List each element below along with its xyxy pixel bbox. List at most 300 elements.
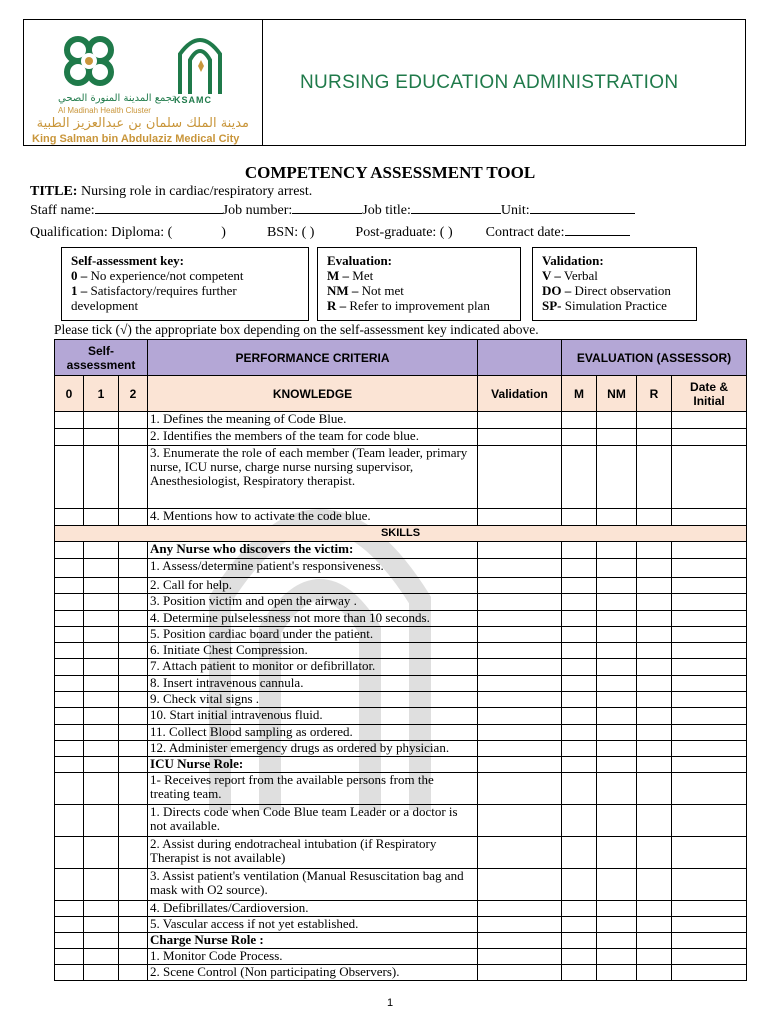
entry-cell[interactable] [637, 659, 672, 675]
criterion-text: Charge Nurse Role : [148, 933, 478, 949]
unit-field[interactable] [530, 200, 635, 214]
entry-cell[interactable] [84, 578, 119, 594]
entry-cell[interactable] [562, 773, 597, 805]
city-name-arabic: مدينة الملك سلمان بن عبدالعزيز الطبية [36, 116, 249, 131]
entry-cell[interactable] [597, 659, 637, 675]
entry-cell[interactable] [55, 740, 84, 756]
entry-cell[interactable] [84, 740, 119, 756]
entry-cell[interactable] [119, 724, 148, 740]
entry-cell[interactable] [119, 578, 148, 594]
entry-cell[interactable] [55, 626, 84, 642]
entry-cell[interactable] [55, 594, 84, 610]
criterion-text: 1. Defines the meaning of Code Blue. [148, 412, 478, 429]
criterion-text: 11. Collect Blood sampling as ordered. [148, 724, 478, 740]
entry-cell[interactable] [55, 708, 84, 724]
entry-cell[interactable] [672, 917, 747, 933]
entry-cell[interactable] [637, 724, 672, 740]
table-row [55, 542, 747, 559]
evaluation-key-box [317, 247, 521, 321]
entry-cell[interactable] [119, 626, 148, 642]
entry-cell[interactable] [562, 446, 597, 509]
staff-name-field[interactable] [95, 200, 223, 214]
entry-cell[interactable] [637, 917, 672, 933]
entry-cell[interactable] [478, 837, 562, 869]
entry-cell[interactable] [478, 559, 562, 578]
criterion-text: 1. Assess/determine patient's responsiveness. [148, 559, 478, 578]
entry-cell[interactable] [562, 559, 597, 578]
entry-cell[interactable] [562, 429, 597, 446]
qualification-label: Qualification: Diploma: ( [30, 225, 173, 240]
entry-cell[interactable] [562, 837, 597, 869]
entry-cell[interactable] [637, 610, 672, 626]
entry-cell[interactable] [119, 429, 148, 446]
criterion-text: 4. Mentions how to activate the code blue. [148, 509, 478, 526]
entry-cell[interactable] [672, 594, 747, 610]
entry-cell[interactable] [637, 692, 672, 708]
entry-cell[interactable] [478, 724, 562, 740]
entry-cell[interactable] [84, 773, 119, 805]
criterion-text: 7. Attach patient to monitor or defibrillator. [148, 659, 478, 675]
val-key-v-code: V – [542, 268, 561, 283]
entry-cell[interactable] [55, 949, 84, 965]
entry-cell[interactable] [637, 446, 672, 509]
entry-cell[interactable] [562, 578, 597, 594]
criterion-text: 2. Assist during endotracheal intubation (if Respiratory Therapist is not available) [148, 837, 478, 869]
entry-cell[interactable] [597, 917, 637, 933]
entry-cell[interactable] [672, 965, 747, 981]
entry-cell[interactable] [672, 837, 747, 869]
entry-cell[interactable] [672, 578, 747, 594]
table-row [55, 659, 747, 675]
entry-cell[interactable] [597, 610, 637, 626]
entry-cell[interactable] [562, 643, 597, 659]
entry-cell[interactable] [562, 917, 597, 933]
table-row [55, 578, 747, 594]
entry-cell[interactable] [637, 708, 672, 724]
entry-cell[interactable] [562, 805, 597, 837]
entry-cell[interactable] [672, 659, 747, 675]
entry-cell[interactable] [562, 965, 597, 981]
post-graduate-label[interactable]: Post-graduate: ( ) [355, 225, 453, 240]
entry-cell[interactable] [597, 933, 637, 949]
staff-info-line [30, 200, 635, 219]
entry-cell[interactable] [119, 869, 148, 901]
table-row [55, 610, 747, 626]
health-cluster-logo [48, 28, 253, 98]
entry-cell[interactable] [478, 429, 562, 446]
qualification-close: ) [221, 225, 226, 240]
contract-date-field[interactable] [565, 222, 630, 236]
entry-cell[interactable] [55, 869, 84, 901]
entry-cell[interactable] [84, 659, 119, 675]
entry-cell[interactable] [478, 740, 562, 756]
entry-cell[interactable] [597, 708, 637, 724]
entry-cell[interactable] [55, 429, 84, 446]
title-value: Nursing role in cardiac/respiratory arrest. [80, 184, 313, 199]
entry-cell[interactable] [55, 578, 84, 594]
entry-cell[interactable] [119, 559, 148, 578]
entry-cell[interactable] [478, 542, 562, 559]
entry-cell[interactable] [637, 509, 672, 526]
entry-cell[interactable] [562, 542, 597, 559]
entry-cell[interactable] [478, 933, 562, 949]
entry-cell[interactable] [597, 412, 637, 429]
criterion-text: 3. Position victim and open the airway . [148, 594, 478, 610]
entry-cell[interactable] [637, 757, 672, 773]
entry-cell[interactable] [119, 594, 148, 610]
document-title: COMPETENCY ASSESSMENT TOOL [244, 163, 536, 182]
entry-cell[interactable] [672, 446, 747, 509]
entry-cell[interactable] [597, 773, 637, 805]
table-subheader-row [55, 376, 747, 412]
table-row [55, 965, 747, 981]
criterion-text: 12. Administer emergency drugs as ordered by physician. [148, 740, 478, 756]
evaluation-key-title: Evaluation: [327, 253, 393, 268]
entry-cell[interactable] [84, 412, 119, 429]
entry-cell[interactable] [562, 869, 597, 901]
entry-cell[interactable] [637, 429, 672, 446]
entry-cell[interactable] [119, 692, 148, 708]
entry-cell[interactable] [55, 659, 84, 675]
entry-cell[interactable] [562, 675, 597, 691]
entry-cell[interactable] [672, 509, 747, 526]
nm-header: NM [597, 376, 637, 412]
entry-cell[interactable] [672, 626, 747, 642]
criterion-text: 5. Vascular access if not yet established. [148, 917, 478, 933]
entry-cell[interactable] [55, 643, 84, 659]
entry-cell[interactable] [597, 724, 637, 740]
entry-cell[interactable] [84, 509, 119, 526]
entry-cell[interactable] [84, 837, 119, 869]
knowledge-header: KNOWLEDGE [148, 376, 478, 412]
table-row [55, 740, 747, 756]
entry-cell[interactable] [119, 740, 148, 756]
entry-cell[interactable] [84, 949, 119, 965]
entry-cell[interactable] [478, 917, 562, 933]
entry-cell[interactable] [55, 559, 84, 578]
entry-cell[interactable] [478, 610, 562, 626]
entry-cell[interactable] [597, 429, 637, 446]
criterion-text: 3. Enumerate the role of each member (Team leader, primary nurse, ICU nurse, charge nurse nursing supervisor, Anesthesiologist, Respiratory therapist. [148, 446, 478, 509]
entry-cell[interactable] [84, 559, 119, 578]
table-row [55, 869, 747, 901]
entry-cell[interactable] [562, 659, 597, 675]
entry-cell[interactable] [672, 901, 747, 917]
entry-cell[interactable] [478, 965, 562, 981]
entry-cell[interactable] [55, 446, 84, 509]
entry-cell[interactable] [119, 933, 148, 949]
entry-cell[interactable] [672, 757, 747, 773]
entry-cell[interactable] [119, 659, 148, 675]
entry-cell[interactable] [84, 610, 119, 626]
criterion-text: 6. Initiate Chest Compression. [148, 643, 478, 659]
entry-cell[interactable] [597, 949, 637, 965]
entry-cell[interactable] [562, 933, 597, 949]
entry-cell[interactable] [672, 949, 747, 965]
self-assessment-key-box [61, 247, 309, 321]
entry-cell[interactable] [637, 805, 672, 837]
entry-cell[interactable] [478, 675, 562, 691]
page-number: 1 [386, 997, 394, 1009]
entry-cell[interactable] [672, 708, 747, 724]
entry-cell[interactable] [637, 412, 672, 429]
entry-cell[interactable] [597, 837, 637, 869]
table-row [55, 446, 747, 509]
entry-cell[interactable] [478, 708, 562, 724]
entry-cell[interactable] [637, 949, 672, 965]
entry-cell[interactable] [478, 773, 562, 805]
entry-cell[interactable] [55, 933, 84, 949]
entry-cell[interactable] [562, 757, 597, 773]
entry-cell[interactable] [637, 869, 672, 901]
entry-cell[interactable] [119, 949, 148, 965]
entry-cell[interactable] [562, 708, 597, 724]
entry-cell[interactable] [55, 509, 84, 526]
entry-cell[interactable] [478, 659, 562, 675]
entry-cell[interactable] [637, 773, 672, 805]
entry-cell[interactable] [637, 643, 672, 659]
criterion-text: Any Nurse who discovers the victim: [148, 542, 478, 559]
entry-cell[interactable] [84, 901, 119, 917]
entry-cell[interactable] [637, 559, 672, 578]
entry-cell[interactable] [55, 805, 84, 837]
entry-cell[interactable] [478, 869, 562, 901]
entry-cell[interactable] [562, 740, 597, 756]
entry-cell[interactable] [119, 757, 148, 773]
entry-cell[interactable] [119, 446, 148, 509]
entry-cell[interactable] [672, 643, 747, 659]
entry-cell[interactable] [597, 578, 637, 594]
entry-cell[interactable] [84, 708, 119, 724]
title-line [30, 184, 312, 200]
val-key-sp-code: SP- [542, 298, 562, 313]
entry-cell[interactable] [84, 626, 119, 642]
entry-cell[interactable] [119, 542, 148, 559]
table-row [55, 837, 747, 869]
entry-cell[interactable] [478, 901, 562, 917]
entry-cell[interactable] [562, 692, 597, 708]
entry-cell[interactable] [597, 509, 637, 526]
entry-cell[interactable] [672, 542, 747, 559]
entry-cell[interactable] [119, 773, 148, 805]
entry-cell[interactable] [478, 412, 562, 429]
val-key-do-code: DO – [542, 283, 572, 298]
entry-cell[interactable] [597, 965, 637, 981]
entry-cell[interactable] [597, 542, 637, 559]
header-blank [478, 340, 562, 376]
entry-cell[interactable] [55, 917, 84, 933]
entry-cell[interactable] [119, 917, 148, 933]
validation-key-box [532, 247, 697, 321]
entry-cell[interactable] [478, 509, 562, 526]
entry-cell[interactable] [478, 594, 562, 610]
table-header-row [55, 340, 747, 376]
qualification-line [30, 222, 630, 241]
entry-cell[interactable] [562, 412, 597, 429]
entry-cell[interactable] [672, 933, 747, 949]
entry-cell[interactable] [672, 610, 747, 626]
entry-cell[interactable] [119, 412, 148, 429]
entry-cell[interactable] [562, 949, 597, 965]
criterion-text: 4. Determine pulselessness not more than 10 seconds. [148, 610, 478, 626]
bsn-label[interactable]: BSN: ( ) [266, 225, 315, 240]
entry-cell[interactable] [84, 724, 119, 740]
entry-cell[interactable] [562, 594, 597, 610]
header-box [23, 19, 746, 146]
eval-key-r-code: R – [327, 298, 347, 313]
table-row [55, 805, 747, 837]
entry-cell[interactable] [562, 610, 597, 626]
org-title: NURSING EDUCATION ADMINISTRATION [300, 72, 679, 93]
entry-cell[interactable] [84, 692, 119, 708]
entry-cell[interactable] [55, 837, 84, 869]
entry-cell[interactable] [672, 559, 747, 578]
criterion-text: 1- Receives report from the available persons from the treating team. [148, 773, 478, 805]
entry-cell[interactable] [597, 675, 637, 691]
entry-cell[interactable] [597, 805, 637, 837]
entry-cell[interactable] [597, 757, 637, 773]
entry-cell[interactable] [55, 724, 84, 740]
entry-cell[interactable] [84, 869, 119, 901]
entry-cell[interactable] [562, 626, 597, 642]
job-number-label: Job number: [222, 203, 293, 218]
entry-cell[interactable] [562, 901, 597, 917]
entry-cell[interactable] [597, 869, 637, 901]
entry-cell[interactable] [84, 965, 119, 981]
entry-cell[interactable] [637, 837, 672, 869]
table-row [55, 429, 747, 446]
entry-cell[interactable] [55, 965, 84, 981]
entry-cell[interactable] [119, 901, 148, 917]
competency-table [54, 339, 747, 981]
skills-header: SKILLS [55, 526, 747, 542]
entry-cell[interactable] [637, 594, 672, 610]
entry-cell[interactable] [119, 837, 148, 869]
eval-key-nm-text: Not met [358, 283, 404, 298]
entry-cell[interactable] [637, 901, 672, 917]
table-row [55, 509, 747, 526]
entry-cell[interactable] [55, 675, 84, 691]
entry-cell[interactable] [55, 610, 84, 626]
table-row [55, 643, 747, 659]
cluster-name-arabic: تجمع المدينة المنورة الصحي [58, 93, 176, 104]
entry-cell[interactable] [672, 773, 747, 805]
entry-cell[interactable] [55, 692, 84, 708]
entry-cell[interactable] [478, 578, 562, 594]
cluster-name-english: Al Madinah Health Cluster [58, 106, 151, 115]
unit-label: Unit: [500, 203, 530, 218]
entry-cell[interactable] [637, 542, 672, 559]
table-row [55, 933, 747, 949]
entry-cell[interactable] [55, 757, 84, 773]
entry-cell[interactable] [119, 610, 148, 626]
eval-key-nm-code: NM – [327, 283, 359, 298]
job-title-field[interactable] [411, 200, 501, 214]
entry-cell[interactable] [84, 594, 119, 610]
entry-cell[interactable] [84, 757, 119, 773]
entry-cell[interactable] [672, 724, 747, 740]
entry-cell[interactable] [597, 740, 637, 756]
entry-cell[interactable] [637, 740, 672, 756]
entry-cell[interactable] [672, 692, 747, 708]
job-number-field[interactable] [292, 200, 362, 214]
entry-cell[interactable] [84, 643, 119, 659]
criterion-text: 1. Directs code when Code Blue team Leader or a doctor is not available. [148, 805, 478, 837]
entry-cell[interactable] [119, 805, 148, 837]
entry-cell[interactable] [562, 724, 597, 740]
entry-cell[interactable] [478, 805, 562, 837]
entry-cell[interactable] [55, 412, 84, 429]
entry-cell[interactable] [84, 429, 119, 446]
entry-cell[interactable] [672, 805, 747, 837]
entry-cell[interactable] [562, 509, 597, 526]
contract-date-label: Contract date: [485, 225, 565, 240]
entry-cell[interactable] [597, 901, 637, 917]
entry-cell[interactable] [597, 626, 637, 642]
entry-cell[interactable] [119, 965, 148, 981]
entry-cell[interactable] [672, 429, 747, 446]
criterion-text: 9. Check vital signs . [148, 692, 478, 708]
entry-cell[interactable] [597, 643, 637, 659]
entry-cell[interactable] [672, 869, 747, 901]
entry-cell[interactable] [478, 643, 562, 659]
table-row [55, 594, 747, 610]
entry-cell[interactable] [478, 757, 562, 773]
entry-cell[interactable] [597, 692, 637, 708]
entry-cell[interactable] [597, 446, 637, 509]
criterion-text: 10. Start initial intravenous fluid. [148, 708, 478, 724]
entry-cell[interactable] [84, 542, 119, 559]
entry-cell[interactable] [672, 412, 747, 429]
self-key-0-code: 0 – [71, 268, 88, 283]
entry-cell[interactable] [637, 933, 672, 949]
table-row [55, 626, 747, 642]
entry-cell[interactable] [672, 740, 747, 756]
entry-cell[interactable] [672, 675, 747, 691]
entry-cell[interactable] [119, 708, 148, 724]
entry-cell[interactable] [55, 901, 84, 917]
entry-cell[interactable] [55, 773, 84, 805]
entry-cell[interactable] [119, 509, 148, 526]
table-row [55, 412, 747, 429]
entry-cell[interactable] [637, 675, 672, 691]
self-key-1-text-cont: development [71, 298, 139, 313]
entry-cell[interactable] [597, 559, 637, 578]
entry-cell[interactable] [597, 594, 637, 610]
criterion-text: 8. Insert intravenous cannula. [148, 675, 478, 691]
criterion-text: ICU Nurse Role: [148, 757, 478, 773]
entry-cell[interactable] [119, 675, 148, 691]
entry-cell[interactable] [119, 643, 148, 659]
criterion-text: 1. Monitor Code Process. [148, 949, 478, 965]
entry-cell[interactable] [84, 933, 119, 949]
entry-cell[interactable] [478, 692, 562, 708]
entry-cell[interactable] [84, 675, 119, 691]
entry-cell[interactable] [84, 805, 119, 837]
criterion-text: 2. Scene Control (Non participating Observers). [148, 965, 478, 981]
entry-cell[interactable] [55, 542, 84, 559]
entry-cell[interactable] [478, 626, 562, 642]
table-row [55, 949, 747, 965]
entry-cell[interactable] [478, 446, 562, 509]
entry-cell[interactable] [84, 446, 119, 509]
entry-cell[interactable] [637, 965, 672, 981]
entry-cell[interactable] [84, 917, 119, 933]
criterion-text: 3. Assist patient's ventilation (Manual Resuscitation bag and mask with O2 source). [148, 869, 478, 901]
entry-cell[interactable] [478, 949, 562, 965]
entry-cell[interactable] [637, 626, 672, 642]
entry-cell[interactable] [637, 578, 672, 594]
